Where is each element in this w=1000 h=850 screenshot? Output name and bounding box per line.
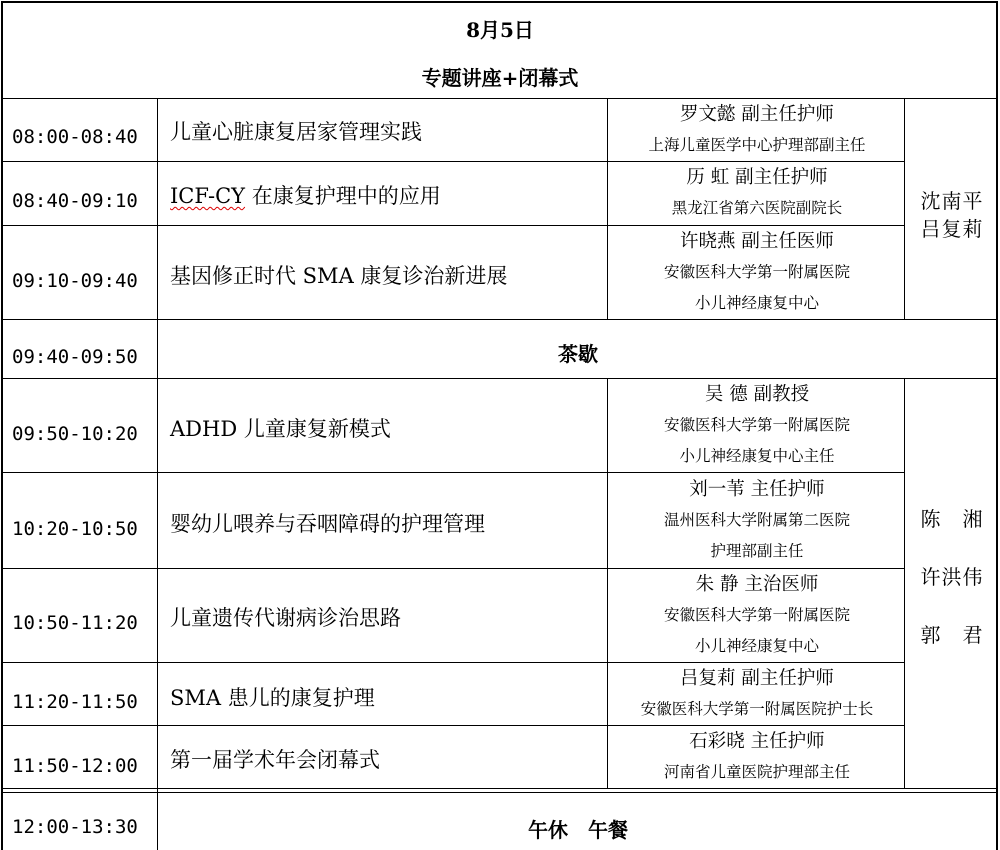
time-slot: 09:50-10:20 — [12, 423, 138, 445]
time-slot: 11:50-12:00 — [12, 755, 138, 777]
speaker-affiliation: 小儿神经康复中心主任 — [679, 447, 835, 465]
schedule-date: 8月5日 — [466, 18, 534, 42]
speaker-name: 历 虹 副主任护师 — [686, 167, 828, 188]
speaker-cell — [609, 162, 905, 224]
speaker-name: 许晓燕 副主任医师 — [680, 231, 834, 252]
speaker-cell — [609, 569, 905, 662]
lecture-topic: 婴幼儿喂养与吞咽障碍的护理管理 — [170, 512, 485, 536]
time-slot: 12:00-13:30 — [12, 816, 138, 838]
tea-break-label: 茶歇 — [558, 342, 598, 366]
time-slot: 09:10-09:40 — [12, 270, 138, 292]
moderators-cell: 沈南平 吕复莉 — [905, 172, 999, 229]
moderator-name: 郭 君 — [920, 623, 984, 647]
topic-prefix: ICF-CY — [170, 184, 246, 208]
time-slot: 10:50-11:20 — [12, 612, 138, 634]
speaker-name: 刘一苇 主任护师 — [689, 479, 825, 500]
lecture-topic: 儿童心脏康复居家管理实践 — [170, 120, 422, 144]
lecture-topic — [170, 180, 441, 210]
moderator-name: 沈南平 — [920, 189, 984, 213]
speaker-cell — [609, 226, 905, 319]
speaker-name: 朱 静 主治医师 — [695, 574, 819, 595]
lecture-topic: 第一届学术年会闭幕式 — [170, 748, 380, 772]
speaker-affiliation: 护理部副主任 — [710, 542, 804, 560]
speaker-cell — [609, 474, 905, 567]
time-slot: 08:40-09:10 — [12, 190, 138, 212]
topic-text: 在康复护理中的应用 — [251, 184, 441, 208]
lecture-topic: SMA 患儿的康复护理 — [170, 686, 375, 710]
speaker-affiliation: 小儿神经康复中心 — [694, 294, 819, 312]
speaker-affiliation: 温州医科大学附属第二医院 — [663, 511, 850, 529]
lunch-break-label: 午休 午餐 — [528, 818, 628, 842]
speaker-cell — [609, 379, 905, 472]
speaker-affiliation: 安徽医科大学第一附属医院 — [663, 606, 850, 624]
lecture-topic: 基因修正时代 SMA 康复诊治新进展 — [170, 264, 508, 288]
speaker-name: 吴 德 副教授 — [704, 384, 810, 405]
time-slot: 09:40-09:50 — [12, 346, 138, 368]
lecture-topic: 儿童遗传代谢病诊治思路 — [170, 606, 401, 630]
speaker-name: 罗文懿 副主任护师 — [680, 104, 834, 125]
speaker-affiliation: 黑龙江省第六医院副院长 — [671, 199, 843, 217]
speaker-affiliation: 河南省儿童医院护理部主任 — [663, 763, 850, 781]
time-slot: 10:20-10:50 — [12, 518, 138, 540]
lecture-topic: ADHD 儿童康复新模式 — [170, 417, 391, 441]
session-title: 专题讲座+闭幕式 — [421, 66, 579, 90]
speaker-affiliation: 上海儿童医学中心护理部副主任 — [648, 136, 866, 154]
moderator-name: 许洪伟 — [920, 565, 984, 589]
speaker-affiliation: 小儿神经康复中心 — [694, 637, 819, 655]
speaker-cell — [609, 99, 905, 161]
moderator-name: 陈 湘 — [920, 507, 984, 531]
speaker-name: 吕复莉 副主任护师 — [680, 668, 834, 689]
time-slot: 11:20-11:50 — [12, 691, 138, 713]
time-slot: 08:00-08:40 — [12, 126, 138, 148]
speaker-name: 石彩晓 主任护师 — [689, 731, 825, 752]
speaker-affiliation: 安徽医科大学第一附属医院 — [663, 416, 850, 434]
speaker-cell — [609, 663, 905, 725]
speaker-affiliation: 安徽医科大学第一附属医院护士长 — [640, 700, 874, 718]
speaker-affiliation: 安徽医科大学第一附属医院 — [663, 263, 850, 281]
speaker-cell — [609, 726, 905, 788]
moderators-cell — [905, 490, 999, 664]
